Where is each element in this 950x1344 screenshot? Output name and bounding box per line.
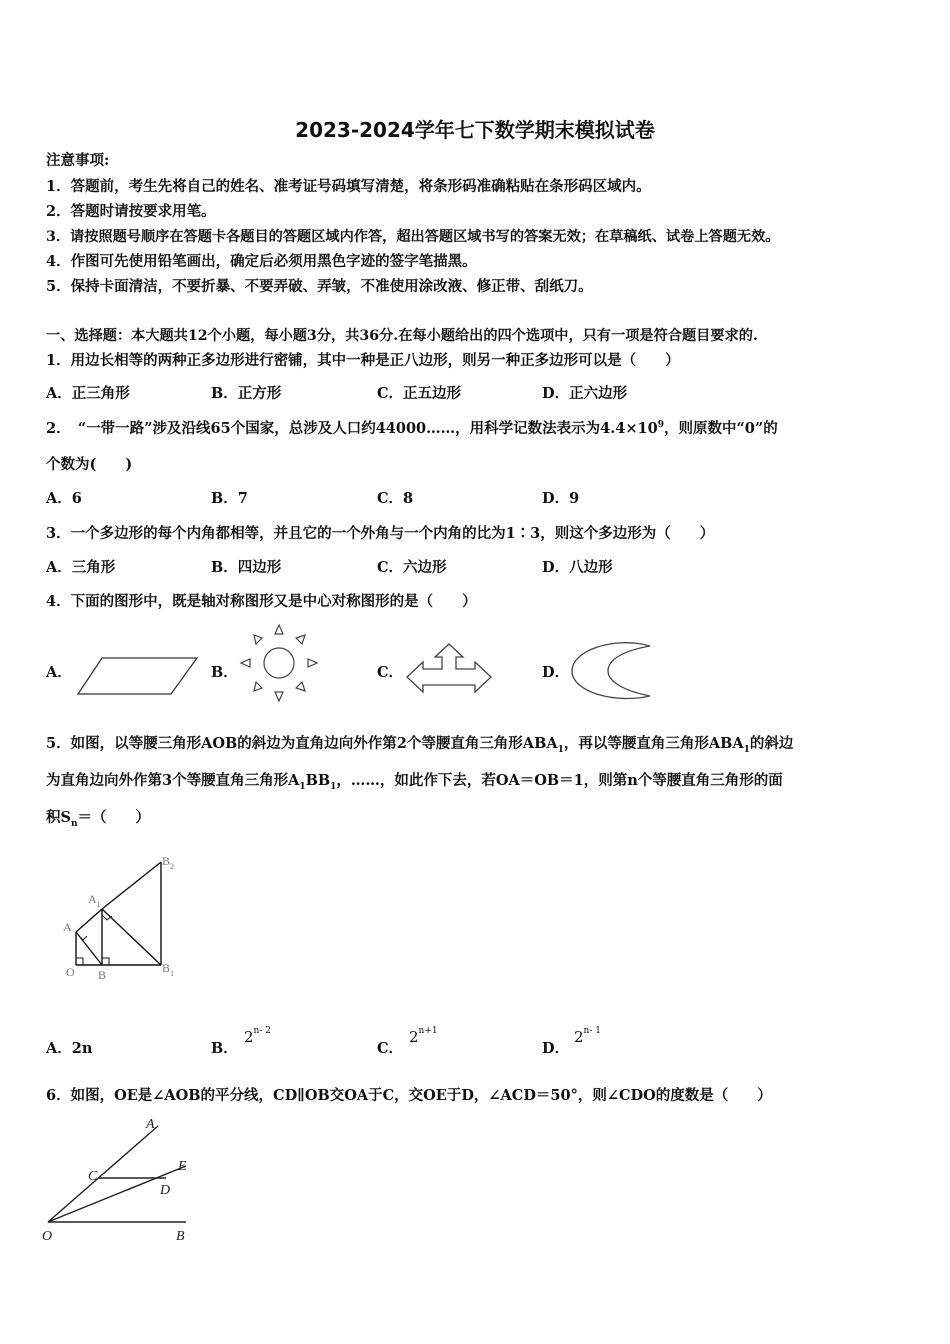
q2-option-d: D．9 bbox=[542, 490, 580, 507]
q3-option-c: C．六边形 bbox=[377, 559, 447, 576]
section-heading: 一、选择题：本大题共12个小题，每小题3分，共36分.在每小题给出的四个选项中，只有一项是符合题目要求的. bbox=[46, 328, 758, 344]
q5-label-b: B bbox=[98, 968, 107, 982]
q6-label-e: E bbox=[178, 1159, 187, 1174]
q2-stem-b: ，则原数中“0”的 bbox=[663, 419, 778, 437]
q5-option-b-formula: 2$^{n- 2}$ bbox=[244, 1026, 271, 1046]
q5-line-1-c: 的斜边 bbox=[749, 735, 794, 752]
notice-heading: 注意事项: bbox=[46, 152, 110, 169]
q3-option-a: A．三角形 bbox=[46, 559, 116, 576]
q5-line-3-a: 积S bbox=[46, 809, 71, 826]
q5-option-d: D． bbox=[542, 1040, 570, 1057]
q4-option-a: A． bbox=[46, 664, 72, 681]
q5-line-1-a: 5．如图，以等腰三角形AOB的斜边为直角边向外作第2个等腰直角三角形ABA bbox=[46, 735, 558, 752]
q1-option-b: B．正方形 bbox=[211, 385, 282, 402]
q5-triangle-figure bbox=[58, 852, 188, 987]
q2-stem-c: 个数为( ) bbox=[46, 456, 133, 473]
q5-sub-1: 1 bbox=[557, 744, 564, 755]
q5-label-a: A bbox=[63, 920, 72, 934]
q5-line-2 bbox=[46, 774, 783, 792]
q5-option-a: A．2n bbox=[46, 1040, 93, 1057]
q6-label-a: A bbox=[146, 1117, 155, 1132]
q1-stem: 1．用边长相等的两种正多边形进行密铺，其中一种是正八边形，则另一种正多边形可以是（ ） bbox=[46, 352, 680, 369]
q5-sub-4: 1 bbox=[330, 781, 337, 792]
q2-option-b: B．7 bbox=[211, 490, 248, 507]
q5-label-o: O bbox=[66, 965, 75, 979]
q5-line-3 bbox=[46, 811, 150, 829]
q5-sub-2: 1 bbox=[743, 744, 750, 755]
q4-figure-arrows bbox=[405, 643, 493, 698]
q5-option-c: C． bbox=[377, 1040, 404, 1057]
q6-label-d: D bbox=[160, 1183, 171, 1198]
q5-line-3-b: ＝（ ） bbox=[77, 809, 151, 826]
q3-option-b: B．四边形 bbox=[211, 559, 282, 576]
q4-option-c: C． bbox=[377, 664, 404, 681]
q4-figure-sun bbox=[240, 625, 320, 701]
q5-line-1 bbox=[46, 737, 793, 755]
q1-option-c: C．正五边形 bbox=[377, 385, 462, 402]
q5-sub-n: n bbox=[70, 818, 78, 829]
q5-line-2-c: ，……，如此作下去，若OA＝OB＝1，则第n个等腰直角三角形的面 bbox=[336, 772, 783, 789]
q3-stem: 3．一个多边形的每个内角都相等，并且它的一个外角与一个内角的比为1∶3，则这个多边形为（ ） bbox=[46, 525, 715, 542]
notice-item-4: 4．作图可先使用铅笔画出，确定后必须用黑色字迹的签字笔描黑。 bbox=[46, 253, 477, 270]
q6-stem: 6．如图，OE是∠AOB的平分线，CD∥OB交OA于C，交OE于D，∠ACD＝50°，则∠CDO的度数是（ ） bbox=[46, 1087, 772, 1104]
q5-line-2-b: BB bbox=[305, 772, 331, 789]
q5-line-1-b: ，再以等腰直角三角形ABA bbox=[563, 735, 744, 752]
q5-option-b: B． bbox=[211, 1040, 238, 1057]
page-title: 2023-2024学年七下数学期末模拟试卷 bbox=[295, 118, 655, 142]
q4-stem: 4．下面的图形中，既是轴对称图形又是中心对称图形的是（ ） bbox=[46, 593, 477, 610]
notice-item-5: 5．保持卡面清洁，不要折暴、不要弄破、弄皱，不准使用涂改液、修正带、刮纸刀。 bbox=[46, 278, 593, 295]
q6-angle-figure bbox=[40, 1112, 200, 1244]
q6-label-b: B bbox=[176, 1229, 185, 1244]
notice-item-3: 3．请按照题号顺序在答题卡各题目的答题区域内作答，超出答题区域书写的答案无效；在草稿纸、试卷上答题无效。 bbox=[46, 229, 780, 245]
q4-figure-crescent bbox=[570, 642, 654, 700]
notice-item-1: 1．答题前，考生先将自己的姓名、准考证号码填写清楚，将条形码准确粘贴在条形码区域内。 bbox=[46, 178, 651, 195]
q5-label-b1: $B_1$ bbox=[162, 961, 175, 978]
q6-label-c: C bbox=[88, 1169, 98, 1184]
q5-sub-3: 1 bbox=[299, 781, 306, 792]
q6-label-o: O bbox=[42, 1229, 53, 1244]
q5-label-a1: $A_1$ bbox=[88, 892, 101, 909]
q1-option-d: D．正六边形 bbox=[542, 385, 628, 402]
q5-label-b2: $B_2$ bbox=[162, 854, 175, 871]
q3-option-d: D．八边形 bbox=[542, 559, 613, 576]
q5-option-c-formula: $2^{n+1}$ bbox=[409, 1026, 438, 1046]
q5-line-2-a: 为直角边向外作第3个等腰直角三角形A bbox=[46, 772, 300, 789]
q5-option-d-formula: 2$^{n- 1}$ bbox=[574, 1026, 601, 1046]
q2-stem-a: 2． “一带一路”涉及沿线65个国家，总涉及人口约44000……，用科学记数法表示为4.4×10 bbox=[46, 419, 658, 437]
q2-stem bbox=[46, 421, 778, 436]
q4-option-b: B． bbox=[211, 664, 238, 681]
notice-item-2: 2．答题时请按要求用笔。 bbox=[46, 203, 216, 220]
q2-option-a: A．6 bbox=[46, 490, 82, 507]
q1-option-a: A．正三角形 bbox=[46, 385, 130, 402]
q4-figure-parallelogram bbox=[76, 655, 200, 697]
q4-option-d: D． bbox=[542, 664, 570, 681]
q2-exponent: 9 bbox=[657, 420, 664, 430]
q2-option-c: C．8 bbox=[377, 490, 414, 507]
